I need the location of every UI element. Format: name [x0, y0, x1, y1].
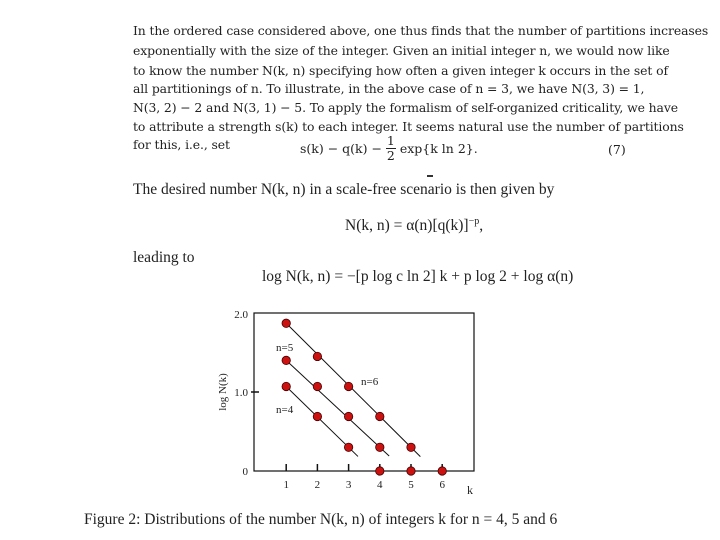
data-point-n=6: [438, 467, 446, 475]
x-tick-label: 3: [345, 479, 352, 491]
paragraph-line: for this, i.e., set: [133, 137, 230, 152]
data-point-n=5: [344, 412, 352, 420]
equation-7-lhs: s(k) − q(k) −: [300, 141, 386, 156]
series-label-n4: n=4: [276, 404, 294, 416]
data-point-n=6: [313, 352, 321, 360]
y-tick-label: 2.0: [234, 309, 248, 321]
data-point-n=5: [313, 382, 321, 390]
sentence-scale-free: The desired number N(k, n) in a scale-free scenario is then given by: [133, 181, 555, 198]
fraction-denominator: 2: [386, 148, 395, 163]
leading-to-text: leading to: [133, 249, 195, 266]
paragraph-line: In the ordered case considered above, one thus finds that the number of partitions increases: [133, 23, 709, 38]
data-point-n=6: [282, 319, 290, 327]
data-point-n=4: [313, 412, 321, 420]
paragraph-line: N(3, 2) − 2 and N(3, 1) − 5. To apply the formalism of self-organized criticality, we have: [133, 100, 678, 115]
data-point-n=5: [376, 443, 384, 451]
data-point-n=5: [407, 467, 415, 475]
x-tick-label: 1: [283, 479, 289, 491]
equation-number: (7): [608, 142, 626, 157]
equation-log: log N(k, n) = −[p log c ln 2] k + p log 2 + log α(n): [262, 268, 574, 285]
data-point-n=4: [282, 382, 290, 390]
data-point-n=6: [376, 412, 384, 420]
fraction-numerator: 1: [386, 133, 395, 148]
x-tick-label: 6: [439, 479, 445, 491]
data-point-n=4: [376, 467, 384, 475]
x-tick-label: 4: [377, 479, 383, 491]
equation-power-exponent: −p: [468, 216, 480, 227]
figure-caption: Figure 2: Distributions of the number N(k, n) of integers k for n = 4, 5 and 6: [84, 511, 558, 528]
equation-power-end: ,: [479, 217, 484, 235]
x-tick-label: 5: [408, 479, 414, 491]
data-point-n=4: [344, 443, 352, 451]
series-label-n5: n=5: [276, 342, 294, 354]
equation-power-body: N(k, n) = α(n)[q(k)]: [345, 217, 469, 235]
x-axis-label: k: [467, 483, 473, 497]
data-point-n=6: [407, 443, 415, 451]
y-tick-label: 0: [242, 466, 248, 478]
x-tick-label: 2: [314, 479, 321, 491]
paragraph-line: exponentially with the size of the integer. Given an initial integer n, we would now like: [133, 43, 670, 58]
y-tick-label: 1.0: [234, 387, 248, 399]
fit-line-n=6: [286, 323, 420, 456]
equation-7-rhs: exp{k ln 2}.: [399, 141, 478, 156]
data-point-n=6: [344, 382, 352, 390]
series-label-n6: n=6: [361, 376, 379, 388]
y-axis-label: log N(k): [217, 373, 229, 411]
data-point-n=5: [282, 356, 290, 364]
paragraph-line: to attribute a strength s(k) to each integer. It seems natural use the number of partitions: [133, 119, 684, 134]
plot-frame: [254, 313, 474, 471]
paragraph-line: all partitionings of n. To illustrate, in the above case of n = 3, we have N(3, 3) = 1,: [133, 81, 645, 96]
paragraph-line: to know the number N(k, n) specifying how often a given integer k occurs in the set of: [133, 63, 668, 78]
